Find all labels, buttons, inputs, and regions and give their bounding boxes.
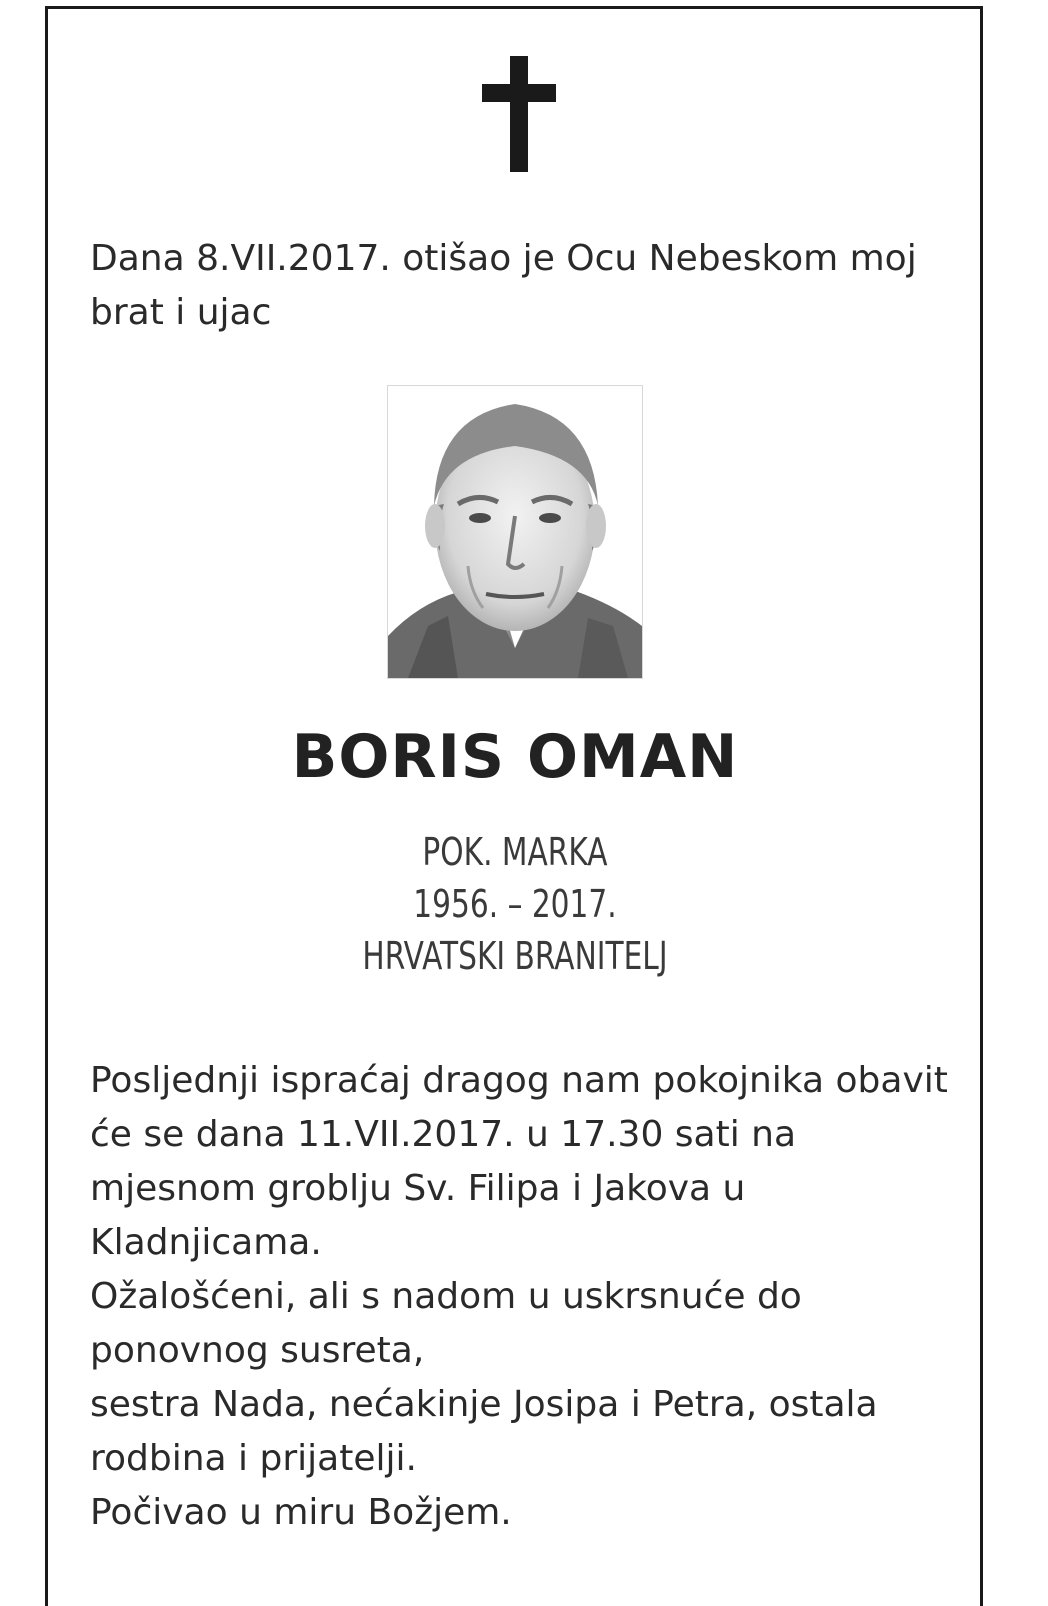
years-line: 1956. – 2017.: [413, 882, 617, 926]
title-line: HRVATSKI BRANITELJ: [362, 934, 668, 978]
announcement-line: Počivao u miru Božjem.: [90, 1492, 512, 1533]
announcement-line: Posljednji ispraćaj dragog nam pokojnika obavit će se dana 11.VII.2017. u 17.30 sati na mjesnom groblju Sv. Filipa i Jakova u Kladnjicama.: [90, 1060, 948, 1263]
intro-text: Dana 8.VII.2017. otišao je Ocu Nebeskom moj brat i ujac: [90, 238, 917, 333]
latin-cross-icon: [482, 56, 556, 172]
announcement-text: [90, 1054, 950, 1540]
deceased-details: [113, 826, 916, 982]
father-line: POK. MARKA: [422, 830, 608, 874]
portrait-photo: [387, 385, 643, 679]
deceased-name: BORIS OMAN: [291, 722, 739, 792]
announcement-line: sestra Nada, nećakinje Josipa i Petra, ostala rodbina i prijatelji.: [90, 1384, 878, 1479]
announcement-line: Ožalošćeni, ali s nadom u uskrsnuće do ponovnog susreta,: [90, 1276, 802, 1371]
